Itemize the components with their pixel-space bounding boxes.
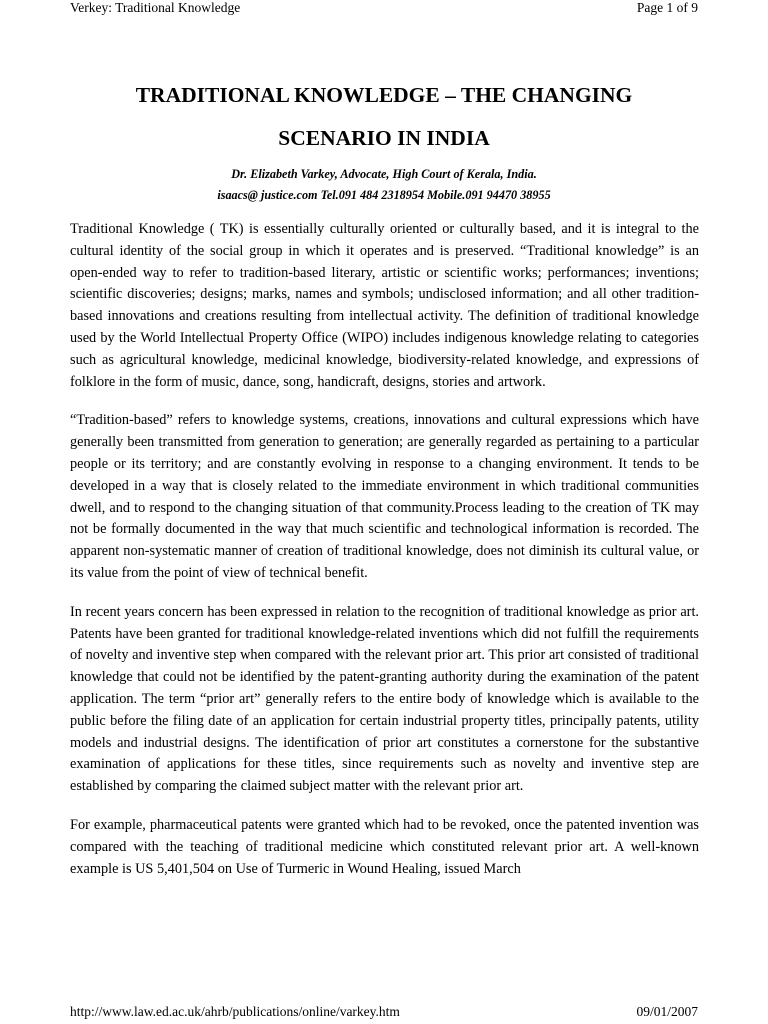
author-block <box>70 164 698 206</box>
page-header-title: Verkey: Traditional Knowledge <box>70 0 241 15</box>
page-number: Page 1 of 9 <box>636 0 698 15</box>
document-body <box>70 219 699 897</box>
footer-url: http://www.law.ed.ac.uk/ahrb/publications/online/varkey.htm <box>70 1004 400 1019</box>
footer-date: 09/01/2007 <box>636 1004 698 1019</box>
author-mobile: Mobile.091 94470 38955 <box>427 188 551 202</box>
paragraph-1: Traditional Knowledge ( TK) is essentially culturally oriented or culturally based, and it is integral to the cultural identity of the social group in which it operates and is preserved. “Traditional knowledge” is an open-ended way to refer to tradition-based literary, artistic or scientific works; performances; inventions; scientific discoveries; designs; marks, names and symbols; undisclosed information; and all other tradition-based innovations and creations resulting from intellectual activity. The definition of traditional knowledge used by the World Intellectual Property Office (WIPO) includes indigenous knowledge relating to categories such as agricultural knowledge, medicinal knowledge, biodiversity-related knowledge, and expressions of folklore in the form of music, dance, song, handicraft, designs, stories and artwork. <box>70 221 699 390</box>
author-email: isaacs@ justice.com <box>217 188 318 202</box>
paragraph-2: “Tradition-based” refers to knowledge systems, creations, innovations and cultural expressions which have generally been transmitted from generation to generation; are generally regarded as pertaining to a particular people or its territory; and are constantly evolving in response to a changing environment. It tends to be developed in a way that is closely related to the immediate environment in which traditional communities dwell, and to respond to the changing situation of that community.Process leading to the creation of TK may not be formally documented in the way that much scientific and technological information is recorded. The apparent non-systematic manner of creation of traditional knowledge, does not diminish its cultural value, or its value from the point of view of technical benefit. <box>70 412 699 581</box>
document-title <box>70 74 698 160</box>
author-contact <box>70 185 698 206</box>
paragraph-3: In recent years concern has been expressed in relation to the recognition of traditional knowledge as prior art. Patents have been granted for traditional knowledge-related inventions which did not fulfill the requirements of novelty and inventive step when compared with the relevant prior art. This prior art consisted of traditional knowledge that could not be identified by the patent-granting authority during the examination of the patent application. The term “prior art” generally refers to the entire body of knowledge which is available to the public before the filing date of an application for certain industrial property titles, principally patents, utility models and industrial designs. The identification of prior art constitutes a cornerstone for the substantive examination of applications for these titles, since requirements such as novelty and inventive step are established by comparing the claimed subject matter with the relevant prior art. <box>70 603 699 795</box>
author-telephone: Tel.091 484 2318954 <box>320 188 425 202</box>
paragraph-4: For example, pharmaceutical patents were granted which had to be revoked, once the patented invention was compared with the teaching of traditional medicine which constituted relevant prior art. A well-known example is US 5,401,504 on Use of Turmeric in Wound Healing, issued March <box>70 816 699 877</box>
title-line-1: TRADITIONAL KNOWLEDGE – THE CHANGING <box>135 83 633 107</box>
title-line-2: SCENARIO IN INDIA <box>278 126 490 150</box>
author-affiliation: Dr. Elizabeth Varkey, Advocate, High Court of Kerala, India. <box>231 167 537 181</box>
